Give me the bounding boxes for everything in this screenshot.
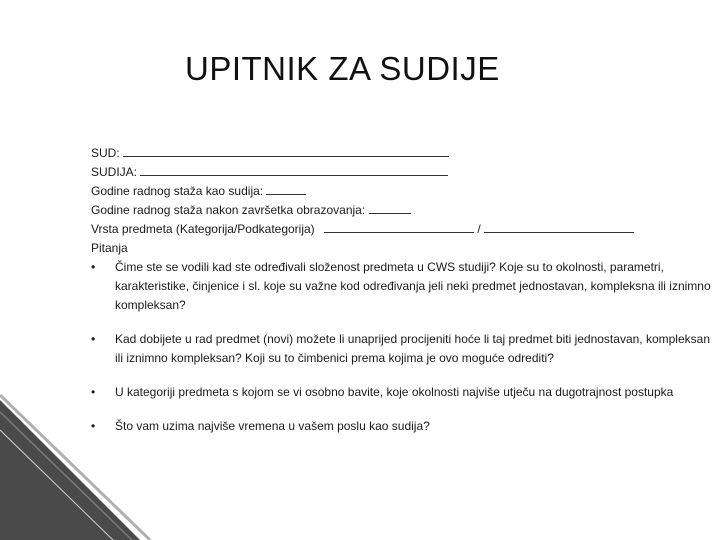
question-text: Što vam uzima najviše vremena u vašem poslu kao sudija?: [115, 419, 430, 433]
field-staz-sudija: [91, 182, 634, 201]
form-fields: [91, 144, 634, 258]
sud-label: SUD:: [91, 146, 120, 160]
sudija-label: SUDIJA:: [91, 165, 138, 179]
field-vrsta: [91, 220, 634, 239]
sudija-blank-line[interactable]: [140, 165, 448, 176]
staz-nakon-label: Godine radnog staža nakon završetka obrazovanja:: [91, 203, 366, 217]
staz-sudija-label: Godine radnog staža kao sudija:: [91, 184, 264, 198]
vrsta-label: Vrsta predmeta (Kategorija/Podkategorija): [91, 222, 315, 236]
staz-sudija-blank-line[interactable]: [266, 184, 306, 195]
podkategorija-blank-line[interactable]: [484, 222, 634, 233]
staz-nakon-blank-line[interactable]: [369, 203, 411, 214]
field-sud: [91, 144, 634, 163]
page-title: UPITNIK ZA SUDIJE: [185, 50, 500, 87]
bullet-icon: •: [91, 385, 96, 399]
vrsta-separator: /: [477, 222, 481, 236]
question-text: Čime ste se vodili kad ste određivali složenost predmeta u CWS studiji? Koje su to okolnosti, parametri, karakteristike, činjenice i sl. koje su važne kod određivanja jeli neki predmet jednostavan, kompleksna ili iznimno kompleksan?: [115, 260, 711, 312]
list-item: [91, 383, 716, 402]
question-text: Kad dobijete u rad predmet (novi) možete li unaprijed procijeniti hoće li taj predmet biti jednostavan, kompleksan ili iznimno kompleksan? Koji su to čimbenici prema kojima je ovo moguće odrediti?: [115, 332, 710, 365]
kategorija-blank-line[interactable]: [324, 222, 474, 233]
field-sudija: [91, 163, 634, 182]
sud-blank-line[interactable]: [123, 146, 449, 157]
bullet-icon: •: [91, 260, 96, 274]
question-list: [91, 258, 716, 451]
question-text: U kategoriji predmeta s kojom se vi osobno bavite, koje okolnosti najviše utječu na dugotrajnost postupka: [115, 385, 674, 399]
list-item: [91, 258, 716, 315]
list-item: [91, 417, 716, 436]
bullet-icon: •: [91, 332, 96, 346]
pitanja-heading: Pitanja: [91, 241, 128, 255]
list-item: [91, 330, 716, 368]
field-staz-nakon: [91, 201, 634, 220]
bullet-icon: •: [91, 419, 96, 433]
